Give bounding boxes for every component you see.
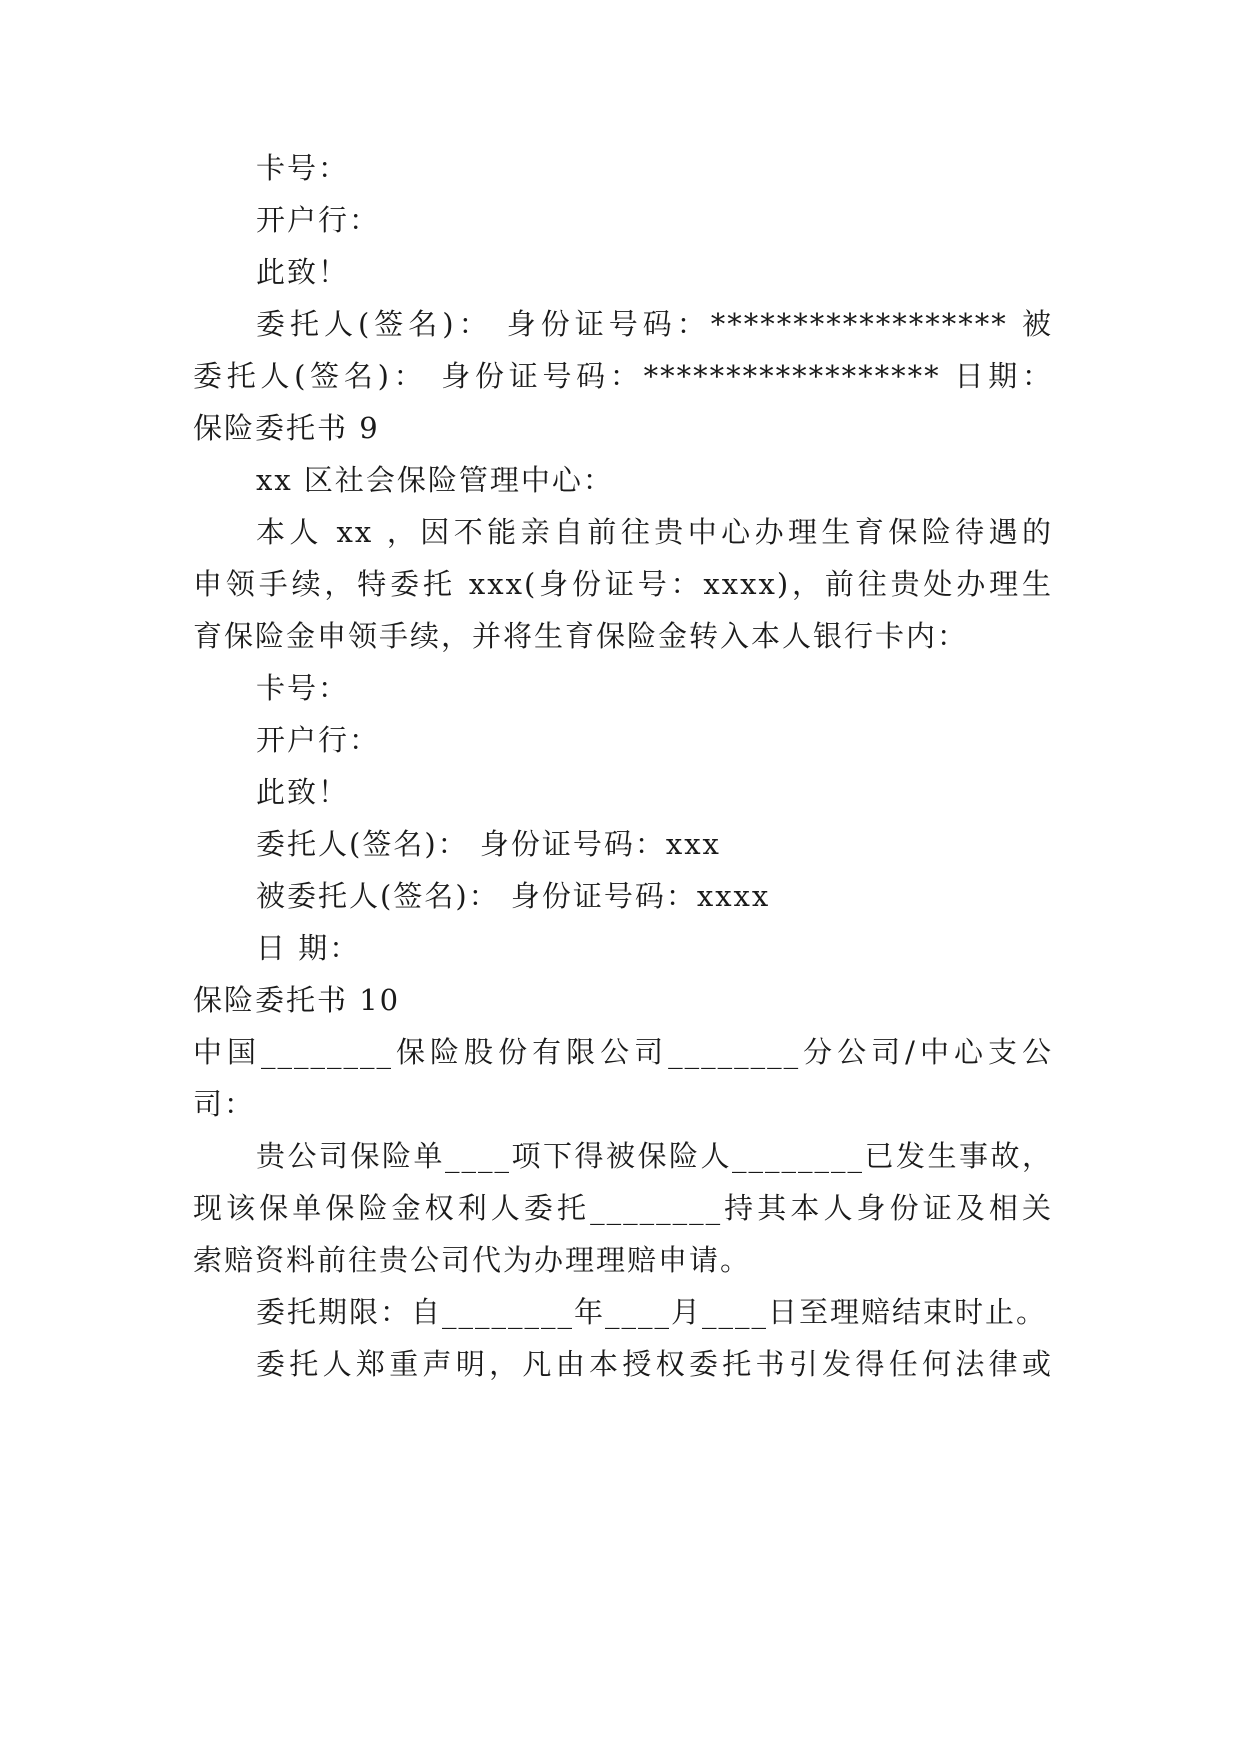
- card-number-label: 卡号：: [256, 151, 350, 185]
- signature-line: 委托人(签名)： 身份证号码：****************** 被: [256, 307, 1053, 341]
- signature-line: 委托人(签名)： 身份证号码：xxx: [256, 827, 721, 861]
- salutation: 此致！: [256, 255, 350, 289]
- body-paragraph-line: 育保险金申领手续，并将生育保险金转入本人银行卡内：: [193, 619, 969, 653]
- section-title: 保险委托书 10: [193, 983, 401, 1017]
- signature-line: 委托人(签名)： 身份证号码：****************** 日期：: [193, 359, 1053, 393]
- bank-label: 开户行：: [256, 203, 381, 237]
- recipient-line: 司：: [193, 1087, 256, 1121]
- recipient-line: 中国________保险股份有限公司________分公司/中心支公: [193, 1035, 1053, 1069]
- section-title: 保险委托书 9: [193, 411, 380, 445]
- body-paragraph-line: 现该保单保险金权利人委托________持其本人身份证及相关: [193, 1191, 1053, 1225]
- recipient-line: xx 区社会保险管理中心：: [256, 463, 614, 497]
- card-number-label: 卡号：: [256, 671, 350, 705]
- body-paragraph-line: 贵公司保险单____项下得被保险人________已发生事故，: [256, 1139, 1053, 1173]
- body-paragraph-line: 索赔资料前往贵公司代为办理理赔申请。: [193, 1243, 752, 1277]
- date-label: 日 期：: [256, 931, 361, 965]
- salutation: 此致！: [256, 775, 350, 809]
- bank-label: 开户行：: [256, 723, 381, 757]
- body-paragraph-line: 委托人郑重声明，凡由本授权委托书引发得任何法律或: [256, 1347, 1053, 1381]
- body-paragraph-line: 委托期限：自________年____月____日至理赔结束时止。: [256, 1295, 1048, 1329]
- signature-line: 被委托人(签名)： 身份证号码：xxxx: [256, 879, 771, 913]
- body-paragraph-line: 申领手续，特委托 xxx(身份证号：xxxx)，前往贵处办理生: [193, 567, 1053, 601]
- body-paragraph-line: 本人 xx ，因不能亲自前往贵中心办理生育保险待遇的: [256, 515, 1053, 549]
